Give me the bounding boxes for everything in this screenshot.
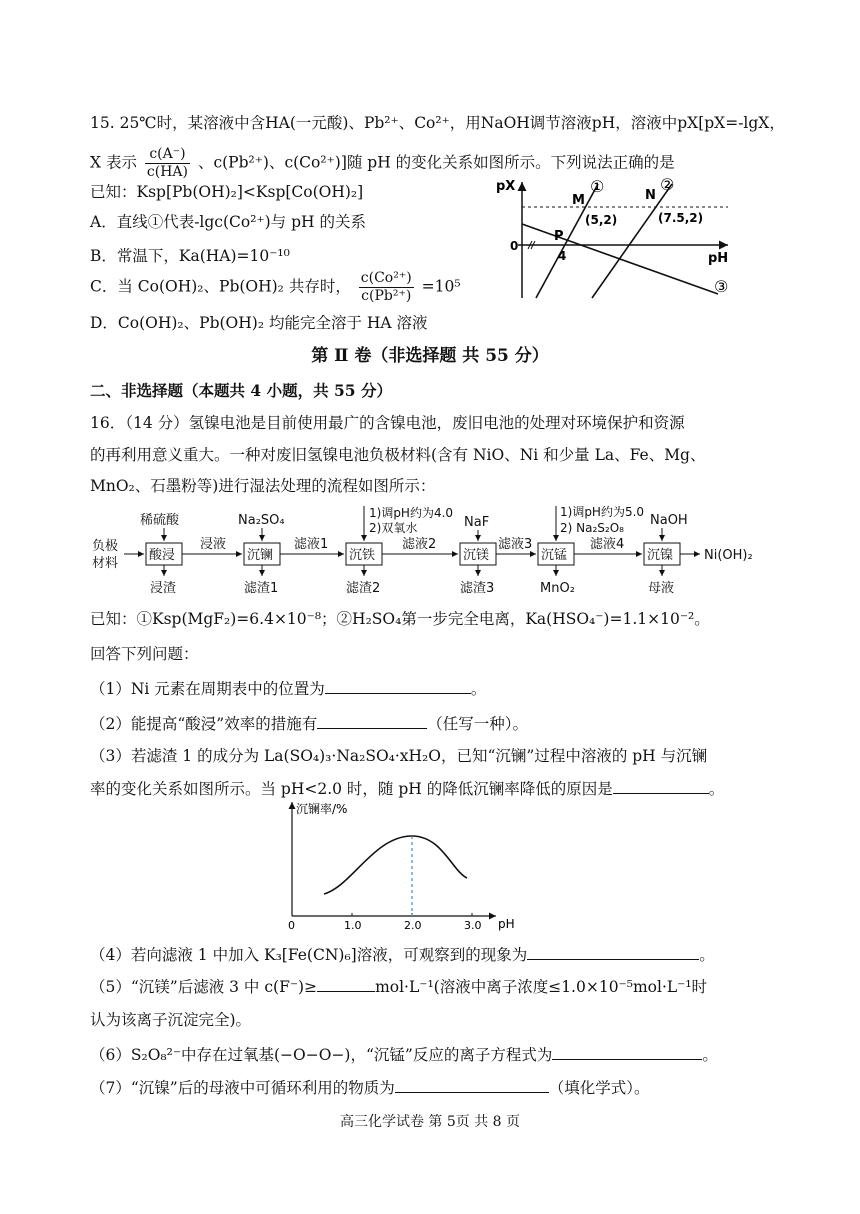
graph2-tick: 2.0	[404, 919, 422, 932]
flow-residue: 滤渣1	[244, 581, 279, 596]
flow-start-label: 材料	[92, 556, 119, 571]
flow-box-label: 沉镁	[463, 548, 490, 563]
flow-box-label: 沉镍	[647, 548, 674, 563]
part2-title: 第 Ⅱ 卷（非选择题 共 55 分）	[311, 346, 549, 366]
graph2-tick: 0	[288, 919, 295, 932]
q16-part-3-text: 率的变化关系如图所示。当 pH<2.0 时，随 pH 的降低沉镧率降低的原因是	[90, 780, 613, 798]
q16-part-2-text: （2）能提高“酸浸”效率的措施有	[90, 715, 318, 733]
q15-option-c-text: C．当 Co(OH)₂、Pb(OH)₂ 共存时，	[90, 277, 351, 296]
flow-reagent: 1)调pH约为5.0	[560, 505, 645, 519]
flow-reagent: 2)双氧水	[369, 521, 418, 535]
flow-stream: 滤液3	[498, 537, 533, 552]
q16-intro-line1: 16．（14 分）氢镍电池是目前使用最广的含镍电池，废旧电池的处理对环境保护和资源	[90, 414, 685, 432]
flow-product: Ni(OH)₂	[704, 548, 753, 563]
q15-fraction-denominator: c(HA)	[146, 164, 188, 180]
graph2-curve	[324, 836, 467, 894]
q16-part-2	[90, 712, 528, 735]
q15-option-c-denominator: c(Pb²⁺)	[361, 288, 412, 304]
q16-part-6-end: 。	[702, 1046, 718, 1064]
flow-box-label: 沉锰	[541, 548, 568, 563]
flow-start-label: 负极	[92, 539, 119, 554]
q16-part-6	[90, 1043, 718, 1066]
la-precipitation-rate-graph	[282, 796, 532, 932]
q15-option-c-fraction	[359, 270, 414, 305]
q15-option-a: A．直线①代表-lgc(Co²⁺)与 pH 的关系	[90, 213, 366, 231]
q15-x-label: X 表示	[90, 153, 137, 172]
q15-stem-line1: 15. 25℃时，某溶液中含HA(一元酸)、Pb²⁺、Co²⁺，用NaOH调节溶液pH，溶液中pX[pX=-lgX，	[90, 114, 785, 132]
q16-part-7-blank[interactable]	[395, 1076, 549, 1093]
graph2-y-label: 沉镧率/%	[296, 802, 348, 816]
flow-residue: 母液	[648, 581, 675, 596]
q16-part-4-blank[interactable]	[527, 943, 699, 960]
q16-part-5-blank[interactable]	[317, 975, 375, 992]
q16-part-4-text: （4）若向滤液 1 中加入 K₃[Fe(CN)₆]溶液，可观察到的现象为	[90, 946, 528, 964]
q16-part-5-text: （5）“沉镁”后滤液 3 中 c(F⁻)≥	[90, 978, 318, 996]
q15-option-c	[90, 270, 461, 305]
flow-residue: MnO₂	[540, 581, 575, 596]
q16-part-1-blank[interactable]	[325, 677, 471, 694]
flow-residue: 滤渣3	[460, 581, 495, 596]
flow-box-label: 酸浸	[149, 548, 176, 563]
q15-ratio-fraction	[145, 146, 190, 181]
q16-intro-line2: 的再利用意义重大。一种对废旧氢镍电池负极材料(含有 NiO、Ni 和少量 La、Fe、Mg、	[90, 446, 706, 464]
flow-stream: 滤液2	[402, 537, 437, 552]
q15-tick-4: 4	[558, 249, 567, 263]
graph2-tick: 1.0	[344, 919, 362, 932]
flow-reagent: 1)调pH约为4.0	[369, 506, 454, 520]
q16-part-3-blank[interactable]	[613, 777, 709, 794]
graph2-x-label: pH	[498, 917, 515, 931]
q16-part-1	[90, 677, 486, 700]
page-footer: 高三化学试卷 第 5页 共 8 页	[339, 1114, 521, 1130]
q16-part-1-text: （1）Ni 元素在周期表中的位置为	[90, 680, 325, 698]
flow-reagent: NaOH	[650, 513, 688, 528]
q16-known: 已知：①Ksp(MgF₂)=6.4×10⁻⁸；②H₂SO₄第一步完全电离，Ka(HSO₄⁻)=1.1×10⁻²。	[90, 610, 710, 628]
q15-line-2	[592, 184, 672, 298]
q15-px-ph-graph	[490, 170, 750, 305]
q15-line-3	[522, 224, 718, 294]
q15-known: 已知：Ksp[Pb(OH)₂]<Ksp[Co(OH)₂]	[90, 183, 364, 201]
q15-line-3-label: ③	[714, 277, 729, 296]
q16-part-4-end: 。	[699, 946, 715, 964]
flow-residue: 浸渣	[150, 581, 177, 596]
q15-coord-n: (7.5,2)	[658, 211, 704, 225]
q15-option-d: D．Co(OH)₂、Pb(OH)₂ 均能完全溶于 HA 溶液	[90, 314, 428, 332]
q15-line-1-label: ①	[590, 177, 605, 196]
q16-part-7-text: （7）“沉镍”后的母液中可循环利用的物质为	[90, 1079, 395, 1097]
q16-part-5-line1	[90, 975, 707, 998]
q15-point-n: N	[645, 188, 656, 203]
q16-part-2-end: （任写一种）。	[427, 715, 528, 733]
flow-reagent: 稀硫酸	[140, 513, 180, 528]
q15-line-1	[536, 184, 598, 298]
flow-box-label: 沉镧	[247, 548, 274, 563]
q16-part-1-end: 。	[470, 680, 487, 698]
q16-part-5-line2: 认为该离子沉淀完全)。	[90, 1011, 252, 1029]
graph2-tick: 3.0	[464, 919, 482, 932]
q16-part-7	[90, 1076, 649, 1099]
q15-x-axis-label: pH	[708, 251, 729, 266]
q16-part-3-end: 。	[708, 780, 725, 798]
flow-residue: 滤渣2	[346, 581, 381, 596]
q16-answer-prompt: 回答下列问题：	[90, 645, 199, 663]
q16-intro-line3: MnO₂、石墨粉等)进行湿法处理的流程如图所示：	[90, 477, 436, 495]
q15-point-m: M	[572, 193, 585, 208]
q15-origin-label: 0	[510, 239, 519, 253]
flow-reagent: Na₂SO₄	[238, 513, 285, 528]
q16-part-2-blank[interactable]	[317, 712, 427, 729]
q16-part-6-text: （6）S₂O₈²⁻中存在过氧基(−O−O−)，“沉锰”反应的离子方程式为	[90, 1046, 553, 1064]
flow-stream: 滤液4	[590, 537, 625, 552]
q16-part-5-unit: mol·L⁻¹(溶液中离子浓度≤1.0×10⁻⁵mol·L⁻¹时	[375, 978, 708, 996]
q15-y-axis-label: pX	[496, 179, 516, 194]
q16-part-3-line1: （3）若滤渣 1 的成分为 La(SO₄)₃·Na₂SO₄·xH₂O，已知“沉镧”过程中溶液的 pH 与沉镧	[90, 747, 708, 765]
q15-option-c-numerator: c(Co²⁺)	[360, 270, 412, 286]
q16-part-4	[90, 943, 715, 966]
q16-process-flowchart	[88, 500, 760, 598]
flow-stream: 浸液	[200, 537, 227, 552]
flow-stream: 滤液1	[294, 537, 329, 552]
q15-point-p: P	[554, 229, 564, 244]
q15-line-2-label: ②	[660, 175, 675, 194]
q15-fraction-numerator: c(A⁻)	[145, 146, 190, 164]
q15-option-c-value: =10⁵	[421, 277, 461, 296]
q15-coord-m: (5,2)	[585, 213, 618, 227]
q16-part-7-end: （填化学式）。	[548, 1079, 650, 1097]
q16-part-6-blank[interactable]	[552, 1043, 702, 1060]
section2-title: 二、非选择题（本题共 4 小题，共 55 分）	[90, 381, 392, 400]
q15-stem-tail: 、c(Pb²⁺)、c(Co²⁺)]随 pH 的变化关系如图所示。下列说法正确的是	[197, 153, 675, 172]
q15-option-b: B．常温下，Ka(HA)=10⁻¹⁰	[90, 247, 290, 265]
flow-reagent: NaF	[464, 515, 490, 530]
flow-reagent: 2) Na₂S₂O₈	[560, 521, 624, 535]
flow-box-label: 沉铁	[349, 548, 376, 563]
